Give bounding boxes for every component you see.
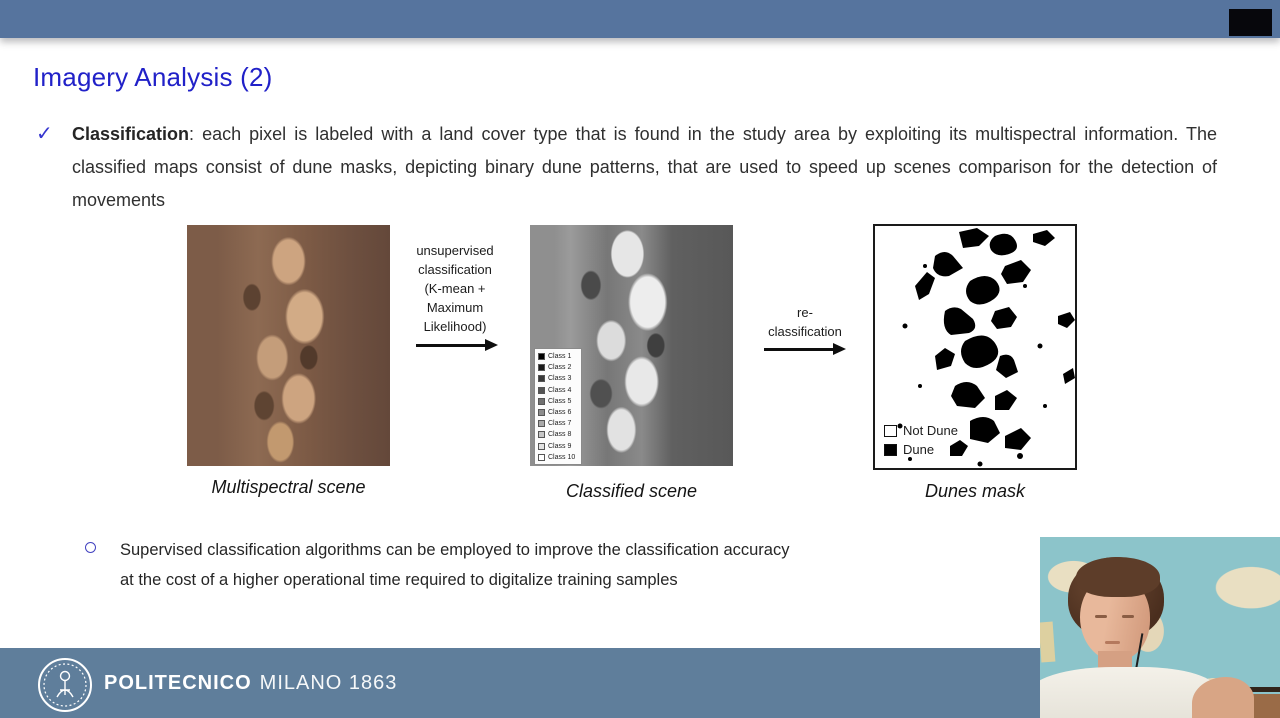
- class-label: Class 1: [548, 353, 572, 361]
- class-swatch: [538, 420, 545, 427]
- paragraph-body-text: : each pixel is labeled with a land cover type that is found in the study area by exploiting its multispectral information. The classified maps consist of dune masks, depicting binary dune patterns, that are used to speed up scenes comparison for the detection of movements: [72, 124, 1217, 210]
- process1-line: classification: [418, 262, 492, 277]
- class-swatch: [538, 364, 545, 371]
- classification-paragraph: [72, 118, 1217, 217]
- brand-milano: MILANO 1863: [259, 671, 398, 694]
- arrow-head: [485, 339, 498, 351]
- dunes-mask-image: [873, 224, 1077, 470]
- class-label: Class 5: [548, 397, 572, 405]
- presenter-hair-fringe: [1076, 557, 1160, 597]
- legend-row: [884, 442, 958, 457]
- check-bullet-icon: ✓: [36, 123, 53, 145]
- arrow-shaft: [416, 344, 485, 347]
- process1-label: [400, 241, 510, 336]
- top-right-dark-box: [1229, 9, 1272, 36]
- arrow-shaft: [764, 348, 833, 351]
- arrow-right-icon: [416, 339, 498, 352]
- brand-politecnico: POLITECNICO: [104, 671, 252, 694]
- legend-row: [535, 351, 581, 362]
- top-bar: [0, 0, 1280, 38]
- sub-bullet-line: at the cost of a higher operational time required to digitalize training samples: [120, 570, 678, 589]
- class-swatch: [538, 409, 545, 416]
- process1-line: (K-mean +: [424, 281, 486, 296]
- presenter-mouth: [1105, 641, 1120, 644]
- legend-row: [535, 429, 581, 440]
- classified-scene-image: [530, 225, 733, 466]
- process1-line: Likelihood): [423, 319, 487, 334]
- class-swatch: [538, 454, 545, 461]
- class-swatch: [538, 375, 545, 382]
- class-swatch: [538, 431, 545, 438]
- class-legend: [534, 348, 582, 465]
- mask-legend: [884, 423, 958, 461]
- legend-row: [884, 423, 958, 438]
- process2-label: [750, 303, 860, 341]
- sub-bullet-text: [120, 536, 950, 595]
- legend-row: [535, 407, 581, 418]
- caption-classified: Classified scene: [565, 481, 698, 501]
- arrow-right-icon: [764, 343, 846, 356]
- legend-row: [535, 362, 581, 373]
- page-title: Imagery Analysis (2): [33, 62, 273, 92]
- dune-swatch: [884, 444, 897, 456]
- sub-bullet-line: Supervised classification algorithms can be employed to improve the classification accuracy: [120, 541, 790, 559]
- process1-line: unsupervised: [416, 243, 494, 258]
- class-label: Class 6: [548, 409, 572, 417]
- class-label: Class 10: [548, 453, 576, 461]
- class-label: Class 9: [548, 442, 572, 450]
- class-label: Class 2: [548, 364, 572, 372]
- legend-row: [535, 441, 581, 452]
- class-swatch: [538, 353, 545, 360]
- politecnico-logo-seal-icon: [37, 657, 93, 713]
- legend-row: [535, 418, 581, 429]
- mask-label: Not Dune: [903, 423, 958, 438]
- class-label: Class 3: [548, 375, 572, 383]
- process1-line: Maximum: [426, 300, 484, 315]
- mask-label: Dune: [903, 442, 935, 457]
- multispectral-scene-image: [187, 225, 390, 466]
- class-swatch: [538, 398, 545, 405]
- presenter-eye: [1095, 615, 1107, 618]
- caption-multispectral: Multispectral scene: [211, 477, 366, 497]
- process2-line: classification: [768, 324, 842, 339]
- circle-outline-bullet-icon: [85, 542, 96, 553]
- class-label: Class 4: [548, 386, 572, 394]
- process2-line: re-: [797, 305, 813, 320]
- presenter-eye: [1122, 615, 1134, 618]
- paragraph-lead-bold: Classification: [72, 124, 190, 144]
- legend-row: [535, 373, 581, 384]
- legend-row: [535, 396, 581, 407]
- legend-row: [535, 385, 581, 396]
- presenter-webcam-video: [1040, 537, 1280, 718]
- class-swatch: [538, 387, 545, 394]
- class-label: Class 7: [548, 420, 572, 428]
- legend-row: [535, 452, 581, 463]
- caption-mask: Dunes mask: [924, 481, 1026, 501]
- class-label: Class 8: [548, 431, 572, 439]
- brand-text: [104, 648, 397, 718]
- class-swatch: [538, 443, 545, 450]
- not-dune-swatch: [884, 425, 897, 437]
- sticky-note: [1040, 622, 1055, 663]
- arrow-head: [833, 343, 846, 355]
